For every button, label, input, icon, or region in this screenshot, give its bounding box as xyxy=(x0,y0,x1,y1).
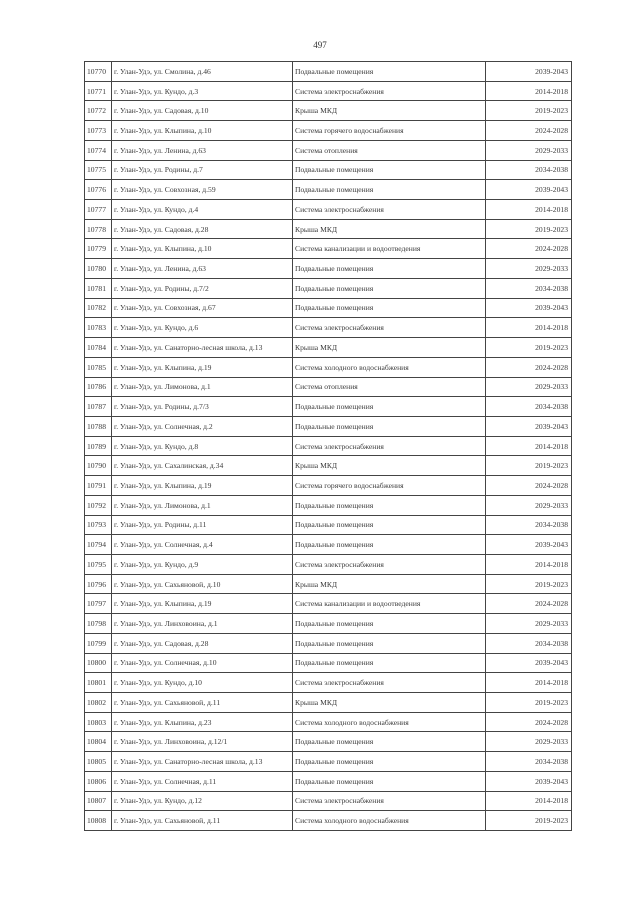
period-cell: 2019-2023 xyxy=(486,574,572,594)
address-cell: г. Улан-Удэ, ул. Санаторно-лесная школа, д.13 xyxy=(112,752,293,772)
period-cell: 2039-2043 xyxy=(486,771,572,791)
table-row xyxy=(85,633,572,653)
address-cell: г. Улан-Удэ, ул. Родины, д.7 xyxy=(112,160,293,180)
system-cell: Система электроснабжения xyxy=(293,554,486,574)
row-number-cell: 10798 xyxy=(85,614,112,634)
system-cell: Система горячего водоснабжения xyxy=(293,476,486,496)
period-cell: 2034-2038 xyxy=(486,515,572,535)
address-cell: г. Улан-Удэ, ул. Родины, д.7/2 xyxy=(112,278,293,298)
row-number-cell: 10784 xyxy=(85,338,112,358)
period-cell: 2019-2023 xyxy=(486,456,572,476)
system-cell: Крыша МКД xyxy=(293,338,486,358)
period-cell: 2029-2033 xyxy=(486,614,572,634)
period-cell: 2029-2033 xyxy=(486,495,572,515)
period-cell: 2024-2028 xyxy=(486,239,572,259)
row-number-cell: 10777 xyxy=(85,200,112,220)
system-cell: Подвальные помещения xyxy=(293,535,486,555)
row-number-cell: 10797 xyxy=(85,594,112,614)
row-number-cell: 10774 xyxy=(85,140,112,160)
system-cell: Подвальные помещения xyxy=(293,160,486,180)
row-number-cell: 10778 xyxy=(85,219,112,239)
row-number-cell: 10772 xyxy=(85,101,112,121)
row-number-cell: 10794 xyxy=(85,535,112,555)
system-cell: Система канализации и водоотведения xyxy=(293,594,486,614)
period-cell: 2029-2033 xyxy=(486,140,572,160)
address-cell: г. Улан-Удэ, ул. Кундо, д.9 xyxy=(112,554,293,574)
table-row xyxy=(85,239,572,259)
address-cell: г. Улан-Удэ, ул. Солнечная, д.4 xyxy=(112,535,293,555)
table-row xyxy=(85,712,572,732)
address-cell: г. Улан-Удэ, ул. Сахьяновой, д.10 xyxy=(112,574,293,594)
table-row xyxy=(85,771,572,791)
row-number-cell: 10783 xyxy=(85,318,112,338)
period-cell: 2024-2028 xyxy=(486,357,572,377)
row-number-cell: 10808 xyxy=(85,811,112,831)
system-cell: Подвальные помещения xyxy=(293,495,486,515)
period-cell: 2034-2038 xyxy=(486,397,572,417)
system-cell: Подвальные помещения xyxy=(293,771,486,791)
row-number-cell: 10796 xyxy=(85,574,112,594)
table-row xyxy=(85,554,572,574)
system-cell: Подвальные помещения xyxy=(293,732,486,752)
period-cell: 2024-2028 xyxy=(486,121,572,141)
table-row xyxy=(85,476,572,496)
period-cell: 2014-2018 xyxy=(486,200,572,220)
address-cell: г. Улан-Удэ, ул. Кундо, д.10 xyxy=(112,673,293,693)
row-number-cell: 10779 xyxy=(85,239,112,259)
period-cell: 2039-2043 xyxy=(486,298,572,318)
address-cell: г. Улан-Удэ, ул. Клыпина, д.19 xyxy=(112,357,293,377)
table-row xyxy=(85,101,572,121)
period-cell: 2014-2018 xyxy=(486,791,572,811)
system-cell: Система электроснабжения xyxy=(293,791,486,811)
address-cell: г. Улан-Удэ, ул. Линховоина, д.12/1 xyxy=(112,732,293,752)
system-cell: Система холодного водоснабжения xyxy=(293,811,486,831)
address-cell: г. Улан-Удэ, ул. Клыпина, д.10 xyxy=(112,121,293,141)
period-cell: 2029-2033 xyxy=(486,732,572,752)
table-row xyxy=(85,614,572,634)
system-cell: Система холодного водоснабжения xyxy=(293,712,486,732)
address-cell: г. Улан-Удэ, ул. Лимонова, д.1 xyxy=(112,495,293,515)
row-number-cell: 10776 xyxy=(85,180,112,200)
table-row xyxy=(85,791,572,811)
table-row xyxy=(85,515,572,535)
system-cell: Система электроснабжения xyxy=(293,436,486,456)
row-number-cell: 10782 xyxy=(85,298,112,318)
period-cell: 2039-2043 xyxy=(486,416,572,436)
system-cell: Система отопления xyxy=(293,140,486,160)
table-row xyxy=(85,160,572,180)
row-number-cell: 10805 xyxy=(85,752,112,772)
address-cell: г. Улан-Удэ, ул. Линховоина, д.1 xyxy=(112,614,293,634)
system-cell: Подвальные помещения xyxy=(293,416,486,436)
row-number-cell: 10789 xyxy=(85,436,112,456)
period-cell: 2039-2043 xyxy=(486,62,572,82)
address-cell: г. Улан-Удэ, ул. Садовая, д.10 xyxy=(112,101,293,121)
period-cell: 2019-2023 xyxy=(486,811,572,831)
table-row xyxy=(85,693,572,713)
address-cell: г. Улан-Удэ, ул. Сахьяновой, д.11 xyxy=(112,811,293,831)
address-cell: г. Улан-Удэ, ул. Солнечная, д.2 xyxy=(112,416,293,436)
system-cell: Подвальные помещения xyxy=(293,653,486,673)
row-number-cell: 10773 xyxy=(85,121,112,141)
table-row xyxy=(85,121,572,141)
period-cell: 2029-2033 xyxy=(486,259,572,279)
page-number: 497 xyxy=(313,40,327,50)
address-cell: г. Улан-Удэ, ул. Совхозная, д.59 xyxy=(112,180,293,200)
table-row xyxy=(85,62,572,82)
system-cell: Система электроснабжения xyxy=(293,673,486,693)
system-cell: Крыша МКД xyxy=(293,101,486,121)
system-cell: Система отопления xyxy=(293,377,486,397)
row-number-cell: 10786 xyxy=(85,377,112,397)
table-row xyxy=(85,278,572,298)
system-cell: Подвальные помещения xyxy=(293,614,486,634)
period-cell: 2014-2018 xyxy=(486,318,572,338)
table-row xyxy=(85,298,572,318)
period-cell: 2029-2033 xyxy=(486,377,572,397)
row-number-cell: 10785 xyxy=(85,357,112,377)
system-cell: Система электроснабжения xyxy=(293,81,486,101)
system-cell: Крыша МКД xyxy=(293,456,486,476)
address-cell: г. Улан-Удэ, ул. Сахьяновой, д.11 xyxy=(112,693,293,713)
table-row xyxy=(85,811,572,831)
table-row xyxy=(85,594,572,614)
row-number-cell: 10781 xyxy=(85,278,112,298)
period-cell: 2014-2018 xyxy=(486,673,572,693)
period-cell: 2034-2038 xyxy=(486,278,572,298)
address-cell: г. Улан-Удэ, ул. Совхозная, д.67 xyxy=(112,298,293,318)
address-cell: г. Улан-Удэ, ул. Кундо, д.6 xyxy=(112,318,293,338)
row-number-cell: 10792 xyxy=(85,495,112,515)
address-cell: г. Улан-Удэ, ул. Кундо, д.12 xyxy=(112,791,293,811)
table-row xyxy=(85,752,572,772)
system-cell: Подвальные помещения xyxy=(293,180,486,200)
system-cell: Подвальные помещения xyxy=(293,259,486,279)
address-cell: г. Улан-Удэ, ул. Сахалинская, д.34 xyxy=(112,456,293,476)
address-cell: г. Улан-Удэ, ул. Клыпина, д.19 xyxy=(112,476,293,496)
row-number-cell: 10787 xyxy=(85,397,112,417)
address-cell: г. Улан-Удэ, ул. Клыпина, д.23 xyxy=(112,712,293,732)
system-cell: Подвальные помещения xyxy=(293,515,486,535)
row-number-cell: 10790 xyxy=(85,456,112,476)
period-cell: 2019-2023 xyxy=(486,101,572,121)
table-row xyxy=(85,653,572,673)
system-cell: Система электроснабжения xyxy=(293,200,486,220)
period-cell: 2039-2043 xyxy=(486,653,572,673)
address-cell: г. Улан-Удэ, ул. Солнечная, д.10 xyxy=(112,653,293,673)
system-cell: Система холодного водоснабжения xyxy=(293,357,486,377)
address-cell: г. Улан-Удэ, ул. Солнечная, д.11 xyxy=(112,771,293,791)
system-cell: Крыша МКД xyxy=(293,574,486,594)
period-cell: 2034-2038 xyxy=(486,633,572,653)
system-cell: Подвальные помещения xyxy=(293,633,486,653)
table-row xyxy=(85,140,572,160)
period-cell: 2039-2043 xyxy=(486,535,572,555)
table-row xyxy=(85,219,572,239)
address-cell: г. Улан-Удэ, ул. Лимонова, д.1 xyxy=(112,377,293,397)
table-row xyxy=(85,456,572,476)
address-cell: г. Улан-Удэ, ул. Смолина, д.46 xyxy=(112,62,293,82)
table-body xyxy=(85,62,572,831)
system-cell: Система электроснабжения xyxy=(293,318,486,338)
system-cell: Крыша МКД xyxy=(293,693,486,713)
system-cell: Подвальные помещения xyxy=(293,397,486,417)
table-row xyxy=(85,377,572,397)
repair-schedule-table xyxy=(84,61,572,831)
table-row xyxy=(85,200,572,220)
period-cell: 2019-2023 xyxy=(486,338,572,358)
system-cell: Подвальные помещения xyxy=(293,298,486,318)
row-number-cell: 10800 xyxy=(85,653,112,673)
row-number-cell: 10770 xyxy=(85,62,112,82)
address-cell: г. Улан-Удэ, ул. Родины, д.11 xyxy=(112,515,293,535)
row-number-cell: 10804 xyxy=(85,732,112,752)
address-cell: г. Улан-Удэ, ул. Ленина, д.63 xyxy=(112,259,293,279)
row-number-cell: 10803 xyxy=(85,712,112,732)
period-cell: 2014-2018 xyxy=(486,436,572,456)
table-row xyxy=(85,535,572,555)
period-cell: 2039-2043 xyxy=(486,180,572,200)
row-number-cell: 10795 xyxy=(85,554,112,574)
address-cell: г. Улан-Удэ, ул. Садовая, д.28 xyxy=(112,219,293,239)
row-number-cell: 10775 xyxy=(85,160,112,180)
table-row xyxy=(85,574,572,594)
row-number-cell: 10799 xyxy=(85,633,112,653)
system-cell: Система канализации и водоотведения xyxy=(293,239,486,259)
row-number-cell: 10791 xyxy=(85,476,112,496)
row-number-cell: 10807 xyxy=(85,791,112,811)
row-number-cell: 10788 xyxy=(85,416,112,436)
address-cell: г. Улан-Удэ, ул. Кундо, д.3 xyxy=(112,81,293,101)
address-cell: г. Улан-Удэ, ул. Санаторно-лесная школа, д.13 xyxy=(112,338,293,358)
table-row xyxy=(85,81,572,101)
system-cell: Подвальные помещения xyxy=(293,752,486,772)
address-cell: г. Улан-Удэ, ул. Клыпина, д.10 xyxy=(112,239,293,259)
address-cell: г. Улан-Удэ, ул. Садовая, д.28 xyxy=(112,633,293,653)
row-number-cell: 10802 xyxy=(85,693,112,713)
period-cell: 2014-2018 xyxy=(486,554,572,574)
period-cell: 2024-2028 xyxy=(486,712,572,732)
table-row xyxy=(85,318,572,338)
system-cell: Подвальные помещения xyxy=(293,278,486,298)
row-number-cell: 10780 xyxy=(85,259,112,279)
table-row xyxy=(85,416,572,436)
table-row xyxy=(85,732,572,752)
system-cell: Подвальные помещения xyxy=(293,62,486,82)
address-cell: г. Улан-Удэ, ул. Клыпина, д.19 xyxy=(112,594,293,614)
address-cell: г. Улан-Удэ, ул. Кундо, д.8 xyxy=(112,436,293,456)
table-row xyxy=(85,397,572,417)
row-number-cell: 10793 xyxy=(85,515,112,535)
row-number-cell: 10806 xyxy=(85,771,112,791)
system-cell: Крыша МКД xyxy=(293,219,486,239)
period-cell: 2024-2028 xyxy=(486,476,572,496)
address-cell: г. Улан-Удэ, ул. Родины, д.7/3 xyxy=(112,397,293,417)
table-row xyxy=(85,495,572,515)
row-number-cell: 10771 xyxy=(85,81,112,101)
table-row xyxy=(85,180,572,200)
address-cell: г. Улан-Удэ, ул. Кундо, д.4 xyxy=(112,200,293,220)
table-row xyxy=(85,436,572,456)
period-cell: 2019-2023 xyxy=(486,219,572,239)
period-cell: 2024-2028 xyxy=(486,594,572,614)
period-cell: 2019-2023 xyxy=(486,693,572,713)
period-cell: 2034-2038 xyxy=(486,160,572,180)
system-cell: Система горячего водоснабжения xyxy=(293,121,486,141)
period-cell: 2034-2038 xyxy=(486,752,572,772)
address-cell: г. Улан-Удэ, ул. Ленина, д.63 xyxy=(112,140,293,160)
table-row xyxy=(85,259,572,279)
table-row xyxy=(85,338,572,358)
table-row xyxy=(85,673,572,693)
row-number-cell: 10801 xyxy=(85,673,112,693)
period-cell: 2014-2018 xyxy=(486,81,572,101)
table-row xyxy=(85,357,572,377)
